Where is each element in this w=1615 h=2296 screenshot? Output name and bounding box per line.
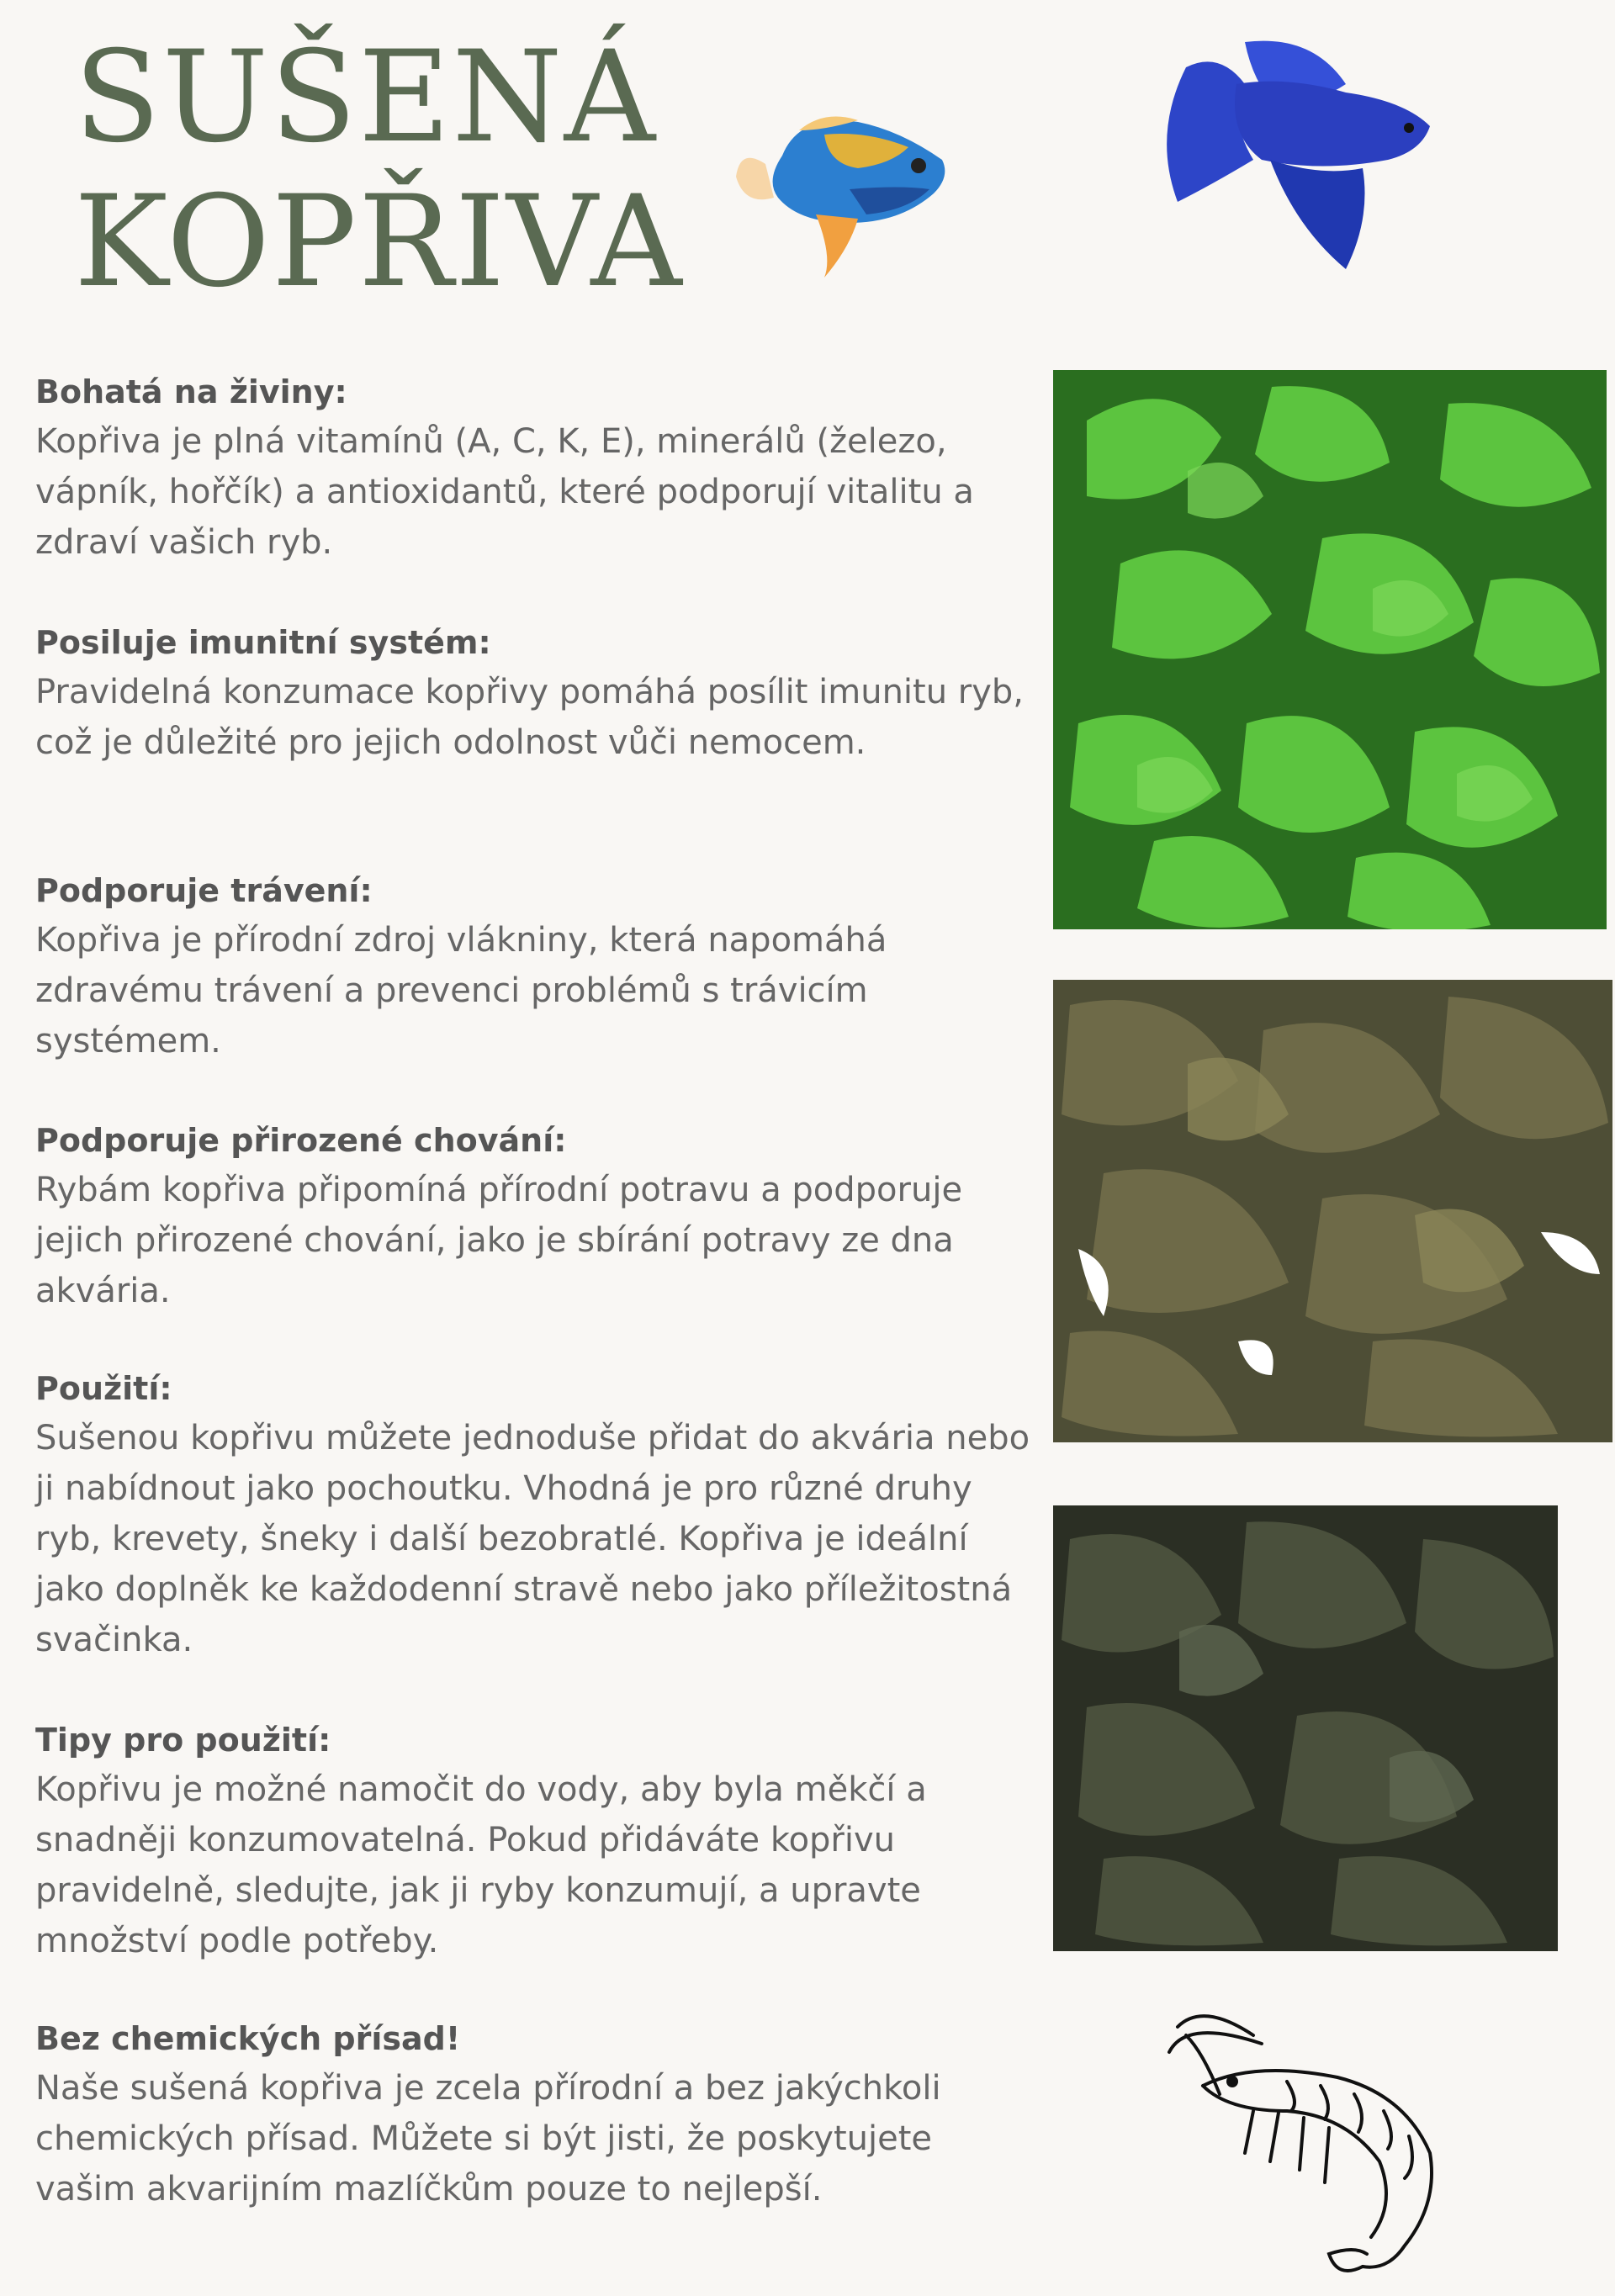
dried-nettle-closeup-image [1053, 1505, 1558, 1951]
section-body: Rybám kopřiva připomíná přírodní potravu a podporuje jejich přirozené chování, jako je sbírání potravy ze dna akvária. [35, 1171, 963, 1310]
section-digestion [35, 866, 1036, 1066]
section-body: Kopřiva je přírodní zdroj vlákniny, která napomáhá zdravému trávení a prevenci problémů s trávicím systémem. [35, 921, 887, 1061]
shrimp-icon [1152, 2002, 1480, 2288]
section-heading: Bez chemických přísad! [35, 2020, 461, 2057]
section-no-chemicals [35, 2014, 1036, 2214]
section-body: Kopřivu je možné namočit do vody, aby byla měkčí a snadněji konzumovatelná. Pokud přidáváte kopřivu pravidelně, sledujte, jak ji ryby konzumují, a upravte množství podle potřeby. [35, 1770, 927, 1960]
section-body: Naše sušená kopřiva je zcela přírodní a bez jakýchkoli chemických přísad. Můžete si být jisti, že poskytujete vašim akvarijním mazlíčkům pouze to nejlepší. [35, 2069, 941, 2209]
title-line-1: SUŠENÁ [74, 24, 658, 171]
section-heading: Podporuje trávení: [35, 872, 373, 909]
section-nutrients [35, 368, 1036, 568]
section-heading: Použití: [35, 1370, 172, 1407]
fresh-nettle-image [1053, 370, 1607, 929]
section-usage [35, 1364, 1036, 1665]
betta-fish-icon [1152, 34, 1447, 278]
section-body: Sušenou kopřivu můžete jednoduše přidat do akvária nebo ji nabídnout jako pochoutku. Vhodná je pro různé druhy ryb, krevety, šneky i další bezobratlé. Kopřiva je ideální jako doplněk ke každodenní stravě nebo jako příležitostná svačinka. [35, 1419, 1030, 1659]
section-heading: Tipy pro použití: [35, 1722, 331, 1759]
section-body: Kopřiva je plná vitamínů (A, C, K, E), minerálů (železo, vápník, hořčík) a antioxidantů, které podporují vitalitu a zdraví vašich ryb. [35, 422, 974, 562]
section-behavior [35, 1116, 1036, 1316]
cichlid-fish-icon [732, 97, 959, 290]
section-tips [35, 1716, 1036, 1966]
section-heading: Podporuje přirozené chování: [35, 1122, 567, 1159]
section-heading: Bohatá na živiny: [35, 373, 347, 410]
dried-nettle-image [1053, 980, 1612, 1442]
page-title [74, 25, 684, 315]
section-immunity [35, 618, 1036, 768]
title-line-2: KOPŘIVA [74, 169, 684, 315]
section-heading: Posiluje imunitní systém: [35, 624, 491, 661]
section-body: Pravidelná konzumace kopřivy pomáhá posílit imunitu ryb, což je důležité pro jejich odolnost vůči nemocem. [35, 673, 1024, 762]
